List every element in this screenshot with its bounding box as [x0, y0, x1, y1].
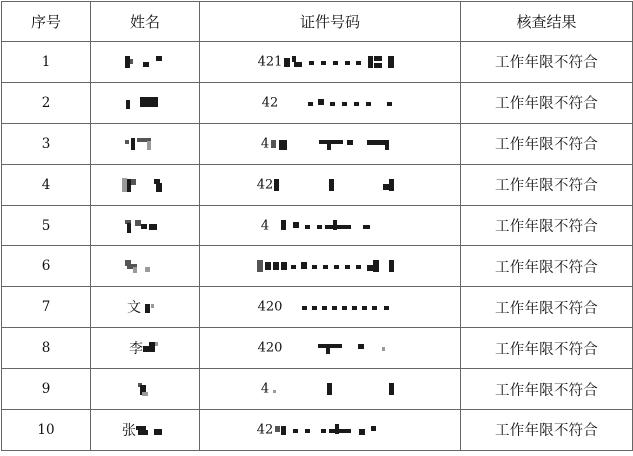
- redaction-mark: [282, 300, 402, 314]
- cell-id-number: [200, 164, 461, 205]
- cell-id-number: [200, 328, 461, 369]
- cell-seq: 9: [2, 369, 91, 410]
- redaction-mark: [141, 300, 163, 314]
- cell-seq: 4: [2, 164, 91, 205]
- id-prefix: 420: [257, 340, 283, 356]
- cell-result: 工作年限不符合: [461, 246, 633, 287]
- cell-result: 工作年限不符合: [461, 42, 633, 83]
- id-prefix: 42: [256, 422, 274, 438]
- id-prefix: 420: [257, 299, 283, 315]
- redaction-mark: [269, 137, 399, 151]
- cell-id-number: [200, 369, 461, 410]
- redaction-mark: [136, 423, 168, 437]
- redaction-mark: [273, 178, 403, 192]
- redaction-mark: [273, 423, 403, 437]
- verification-results-table: [1, 1, 633, 451]
- cell-result: 工作年限不符合: [461, 369, 633, 410]
- cell-name-redacted: [91, 82, 200, 123]
- redaction-mark: [120, 178, 170, 192]
- id-prefix: 42: [256, 177, 274, 193]
- cell-seq: 7: [2, 287, 91, 328]
- redaction-mark: [255, 259, 405, 273]
- table-row: [2, 205, 633, 246]
- cell-result: 工作年限不符合: [461, 328, 633, 369]
- redaction-mark: [123, 219, 167, 233]
- name-visible-char: 文: [127, 300, 141, 317]
- cell-id-number: [200, 42, 461, 83]
- cell-id-number: [200, 82, 461, 123]
- redaction-mark: [130, 382, 160, 396]
- cell-result: 工作年限不符合: [461, 205, 633, 246]
- table-row: [2, 410, 633, 451]
- cell-seq: 8: [2, 328, 91, 369]
- redaction-mark: [123, 137, 167, 151]
- table-row: [2, 42, 633, 83]
- cell-name-redacted: [91, 246, 200, 287]
- redaction-mark: [123, 55, 167, 69]
- cell-result: 工作年限不符合: [461, 123, 633, 164]
- header-seq: 序号: [2, 2, 91, 42]
- cell-id-number: [200, 123, 461, 164]
- cell-name-redacted: [91, 42, 200, 83]
- cell-result: 工作年限不符合: [461, 82, 633, 123]
- table-body: [2, 42, 633, 451]
- cell-id-number: [200, 287, 461, 328]
- table-row: [2, 123, 633, 164]
- table-row: [2, 287, 633, 328]
- name-visible-char: 李: [129, 341, 143, 358]
- cell-seq: 2: [2, 82, 91, 123]
- cell-name-redacted: [91, 205, 200, 246]
- cell-name-redacted: [91, 369, 200, 410]
- id-prefix: 4: [260, 218, 270, 233]
- cell-seq: 10: [2, 410, 91, 451]
- table-row: [2, 369, 633, 410]
- id-prefix: 4: [260, 381, 270, 397]
- cell-id-number: [200, 246, 461, 287]
- table-row: [2, 328, 633, 369]
- table-header-row: [2, 2, 633, 42]
- name-visible-char: 张: [122, 422, 136, 439]
- redaction-mark: [143, 341, 161, 355]
- cell-name-partial: [91, 287, 200, 328]
- cell-result: 工作年限不符合: [461, 410, 633, 451]
- cell-seq: 5: [2, 205, 91, 246]
- cell-name-partial: [91, 328, 200, 369]
- redaction-mark: [282, 55, 402, 69]
- redaction-mark: [282, 341, 402, 355]
- id-prefix: 4: [260, 136, 270, 152]
- cell-seq: 3: [2, 123, 91, 164]
- redaction-mark: [269, 219, 399, 233]
- cell-result: 工作年限不符合: [461, 164, 633, 205]
- cell-id-number: [200, 410, 461, 451]
- cell-result: 工作年限不符合: [461, 287, 633, 328]
- table-row: [2, 82, 633, 123]
- header-name: 姓名: [91, 2, 200, 42]
- table-row: [2, 164, 633, 205]
- cell-name-redacted: [91, 164, 200, 205]
- cell-seq: 6: [2, 246, 91, 287]
- table-row: [2, 246, 633, 287]
- id-prefix: 42: [261, 95, 279, 111]
- redaction-mark: [123, 259, 167, 273]
- header-id-number: 证件号码: [200, 2, 461, 42]
- id-prefix: 421: [257, 54, 283, 70]
- redaction-mark: [278, 96, 398, 110]
- redaction-mark: [269, 382, 399, 396]
- cell-id-number: [200, 205, 461, 246]
- cell-seq: 1: [2, 42, 91, 83]
- cell-name-partial: [91, 410, 200, 451]
- cell-name-redacted: [91, 123, 200, 164]
- redaction-mark: [123, 96, 167, 110]
- header-result: 核查结果: [461, 2, 633, 42]
